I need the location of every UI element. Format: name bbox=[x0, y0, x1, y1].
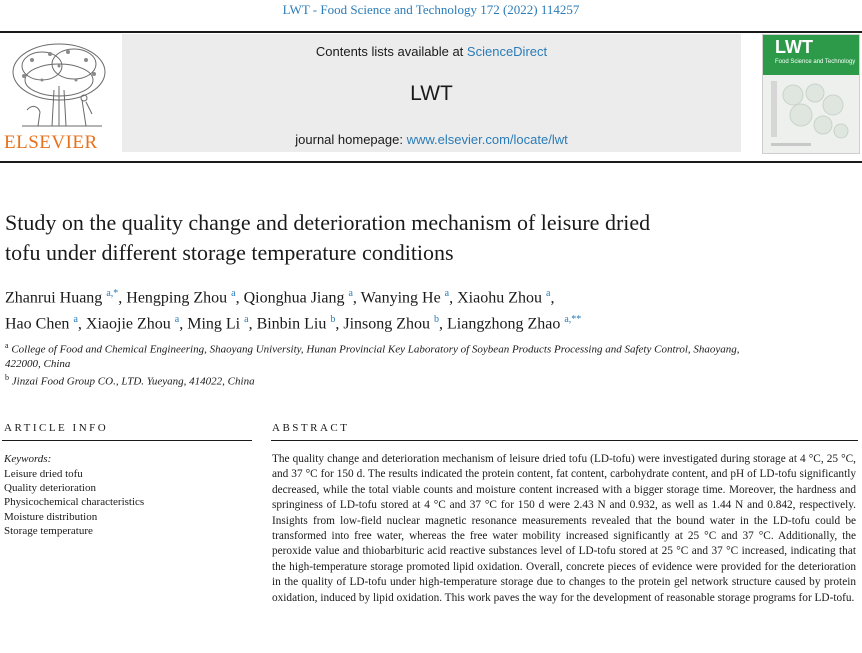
journal-citation[interactable] bbox=[0, 2, 862, 18]
keyword-item: Storage temperature bbox=[4, 524, 93, 537]
journal-cover-image[interactable] bbox=[762, 34, 860, 154]
keyword-item: Physicochemical characteristics bbox=[4, 496, 145, 509]
author-separator: , bbox=[449, 289, 454, 307]
author-separator: , bbox=[179, 315, 184, 333]
author-name[interactable]: Zhanrui Huang bbox=[5, 289, 103, 307]
title-line-1: Study on the quality change and deterioration mechanism of leisure dried bbox=[5, 210, 651, 235]
keywords-label: Keywords: bbox=[4, 453, 52, 465]
author-name[interactable]: Jinsong Zhou bbox=[343, 315, 431, 333]
author-name[interactable]: Liangzhong Zhao bbox=[447, 315, 561, 333]
author-separator: , bbox=[248, 315, 253, 333]
author-affil-mark[interactable]: b bbox=[434, 314, 440, 326]
author-separator: , bbox=[352, 289, 357, 307]
author-name[interactable]: Hao Chen bbox=[5, 315, 70, 333]
authors-line-1 bbox=[5, 283, 845, 309]
affiliation-text: College of Food and Chemical Engineering, Shaoyang University, Hunan Provincial Key Laboratory of Soybean Products Processing and Safety Control, Shaoyang, 422000, China bbox=[5, 343, 740, 370]
author-name[interactable]: Qionghua Jiang bbox=[243, 289, 345, 307]
author-separator: , bbox=[335, 315, 340, 333]
header-bottom-divider bbox=[0, 161, 862, 163]
author-affil-mark[interactable]: b bbox=[330, 314, 336, 326]
sciencedirect-link[interactable]: ScienceDirect bbox=[466, 44, 548, 59]
author-name[interactable]: Xiaojie Zhou bbox=[85, 315, 171, 333]
abstract-text: The quality change and deterioration mechanism of leisure dried tofu (LD-tofu) were investigated during storage at 4 °C, 25 °C, and 37 °C for 150 d. The results indicated the protein content, fat content, carbohydrate content, and pH of LD-tofu significantly decreased, while the total viable counts and moisture content increased with a bigger storage time. Moreover, the hardness and springiness of LD-tofu stored at 4 °C and 37 °C for 150 d were 2.43 N and 0.932, as well as 1.44 N and 0.842, respectively. Insights from low-field nuclear magnetic resonance measurements revealed that the bound water in the LD-tofu could be transformed into free water, whereas the free water mobility increased significantly at 25 °C and 37 °C. Additionally, the peroxide value and thiobarbituric acid reactive substances level of LD-tofu stored at 25 °C and 37 °C increased, indicating that the high-temperature storage promoted lipid oxidation. Overall, concrete pieces of evidence were provided for the deterioration in the quality of LD-tofu under high-temperature storage due to changes to the protein gel network structure caused by protein oxidation, induced by lipid oxidation. This work paves the way for the development of reasonable storage programs for LD-tofu. bbox=[272, 453, 856, 604]
homepage-prefix: journal homepage: bbox=[295, 132, 403, 147]
author-affil-mark[interactable]: a,* bbox=[106, 288, 119, 299]
keywords-list bbox=[4, 467, 144, 538]
author-list bbox=[5, 283, 845, 336]
cover-artwork bbox=[763, 75, 859, 153]
authors-line-2 bbox=[5, 309, 845, 335]
author-name[interactable]: Ming Li bbox=[187, 315, 241, 333]
author-separator: , bbox=[235, 289, 240, 307]
affiliation-a bbox=[5, 339, 765, 371]
journal-name: LWT bbox=[410, 82, 453, 105]
author-separator: , bbox=[118, 289, 123, 307]
keyword-item: Moisture distribution bbox=[4, 510, 98, 523]
affiliation-text: Jinzai Food Group CO., LTD. Yueyang, 414022, China bbox=[11, 375, 255, 388]
author-name[interactable]: Binbin Liu bbox=[256, 315, 327, 333]
citation-link[interactable]: LWT - Food Science and Technology 172 (2022) 114257 bbox=[282, 2, 580, 17]
keyword-item: Leisure dried tofu bbox=[4, 468, 83, 480]
author-name[interactable]: Hengping Zhou bbox=[126, 289, 228, 307]
article-title bbox=[5, 208, 845, 268]
author-separator: , bbox=[550, 289, 555, 307]
author-affil-mark[interactable]: a bbox=[444, 288, 450, 299]
homepage-link[interactable]: www.elsevier.com/locate/lwt bbox=[406, 132, 568, 147]
author-affil-mark[interactable]: a bbox=[546, 288, 551, 299]
article-info-divider bbox=[2, 440, 252, 441]
author-name[interactable]: Wanying He bbox=[360, 289, 441, 307]
cover-subtitle: Food Science and Technology bbox=[775, 59, 856, 65]
contents-line bbox=[122, 44, 741, 59]
author-separator: , bbox=[439, 315, 444, 333]
author-affil-mark[interactable]: a,** bbox=[564, 314, 582, 326]
keyword-item: Quality deterioration bbox=[4, 482, 96, 495]
top-divider bbox=[0, 31, 862, 33]
article-info-heading: ARTICLE INFO bbox=[4, 422, 109, 434]
author-name[interactable]: Xiaohu Zhou bbox=[457, 289, 542, 307]
journal-header bbox=[122, 34, 741, 152]
elsevier-wordmark: ELSEVIER bbox=[4, 132, 98, 153]
abstract-divider bbox=[271, 440, 858, 441]
affiliation-mark: a bbox=[5, 341, 9, 350]
author-affil-mark[interactable]: a bbox=[73, 314, 78, 326]
author-separator: , bbox=[77, 315, 82, 333]
homepage-line bbox=[122, 132, 741, 147]
author-affil-mark[interactable]: a bbox=[231, 288, 236, 299]
author-affil-mark[interactable]: a bbox=[348, 288, 353, 299]
affiliation-b bbox=[5, 371, 765, 389]
title-line-2: tofu under different storage temperature conditions bbox=[5, 240, 454, 265]
cover-title: LWT bbox=[775, 37, 813, 57]
author-affil-mark[interactable]: a bbox=[244, 314, 249, 326]
author-affil-mark[interactable]: a bbox=[174, 314, 180, 326]
affiliation-mark: b bbox=[5, 372, 9, 382]
cover-header bbox=[763, 35, 859, 75]
affiliations bbox=[5, 339, 765, 388]
contents-prefix: Contents lists available at bbox=[315, 44, 464, 59]
abstract-heading: ABSTRACT bbox=[272, 422, 350, 434]
